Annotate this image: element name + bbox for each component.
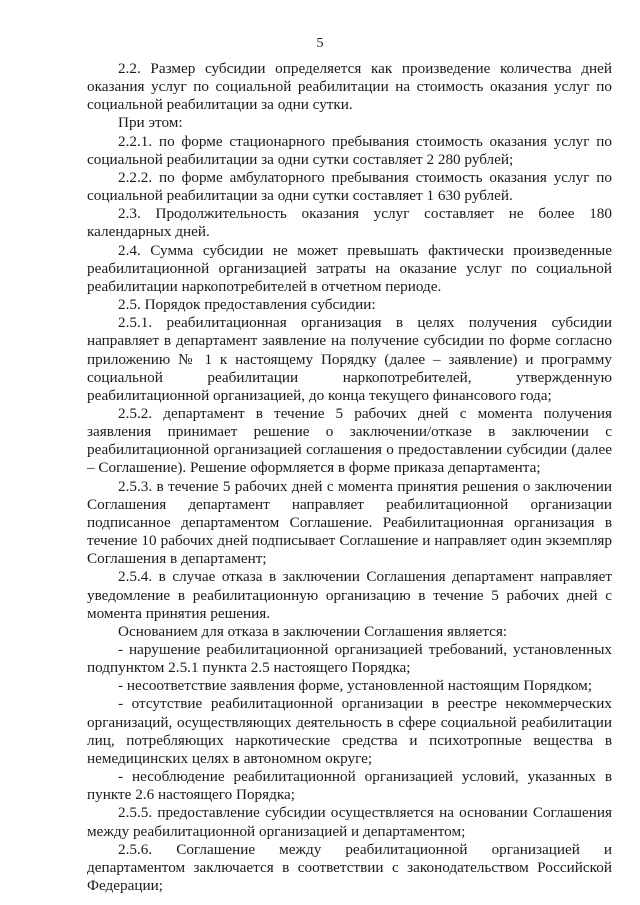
page-number: 5 [316, 36, 324, 51]
paragraph: 2.5.2. департамент в течение 5 рабочих дней с момента получения заявления принимает решение о заключении/отказе в заключении с реабилитационной организацией соглашения о предоставлении субсидии (далее – Соглашение). Решение оформляется в форме приказа департамента; [87, 404, 612, 477]
paragraph: 2.4. Сумма субсидии не может превышать фактически произведенные реабилитационной организацией затраты на оказание услуг по социальной реабилитации наркопотребителей в отчетном периоде. [87, 241, 612, 295]
paragraph: 2.5.5. предоставление субсидии осуществляется на основании Соглашения между реабилитационной организацией и департаментом; [87, 804, 612, 840]
paragraph: При этом: [118, 114, 183, 132]
paragraph: 2.3. Продолжительность оказания услуг составляет не более 180 календарных дней. [87, 205, 612, 241]
paragraph: Основанием для отказа в заключении Соглашения является: [118, 622, 508, 640]
paragraph: 2.5.3. в течение 5 рабочих дней с момента принятия решения о заключении Соглашения департамент направляет реабилитационной организации подписанное департаментом Соглашение. Реабилитационная организация в течение 10 рабочих дней подписывает Соглашение и направляет один экземпляр Соглашения в департамент; [87, 477, 612, 568]
paragraph: 2.2.2. по форме амбулаторного пребывания стоимость оказания услуг по социальной реабилитации за одни сутки составляет 1 630 рублей. [87, 168, 612, 205]
paragraph: 2.5. Порядок предоставления субсидии: [118, 296, 376, 314]
paragraph: 2.2.1. по форме стационарного пребывания стоимость оказания услуг по социальной реабилитации за одни сутки составляет 2 280 рублей; [87, 132, 612, 168]
document-body [87, 60, 612, 895]
paragraph: 2.5.1. реабилитационная организация в целях получения субсидии направляет в департамент заявление на получение субсидии по форме согласно приложению № 1 к настоящему Порядку (далее – заявление) и программу социальной реабилитации наркопотребителей, утвержденную реабилитационной организацией, до конца текущего финансового года; [87, 314, 612, 404]
list-item: - нарушение реабилитационной организацией требований, установленных подпунктом 2.5.1 пункта 2.5 настоящего Порядка; [87, 641, 612, 677]
paragraph: 2.5.6. Соглашение между реабилитационной организацией и департаментом заключается в соответствии с законодательством Российской Федерации; [87, 840, 612, 895]
paragraph: 2.5.4. в случае отказа в заключении Соглашения департамент направляет уведомление в реабилитационную организацию в течение 5 рабочих дней с момента принятия решения. [87, 568, 612, 622]
list-item: - отсутствие реабилитационной организации в реестре некоммерческих организаций, осуществляющих деятельность в сфере социальной реабилитации лиц, потребляющих наркотические средства и психотропные вещества в немедицинских целях в автономном округе; [87, 695, 612, 767]
list-item: - несоблюдение реабилитационной организацией условий, указанных в пункте 2.6 настоящего Порядка; [87, 768, 612, 804]
list-item: - несоответствие заявления форме, установленной настоящим Порядком; [118, 677, 592, 695]
paragraph: 2.2. Размер субсидии определяется как произведение количества дней оказания услуг по социальной реабилитации на стоимость оказания услуг по социальной реабилитации за одни сутки. [87, 60, 612, 114]
